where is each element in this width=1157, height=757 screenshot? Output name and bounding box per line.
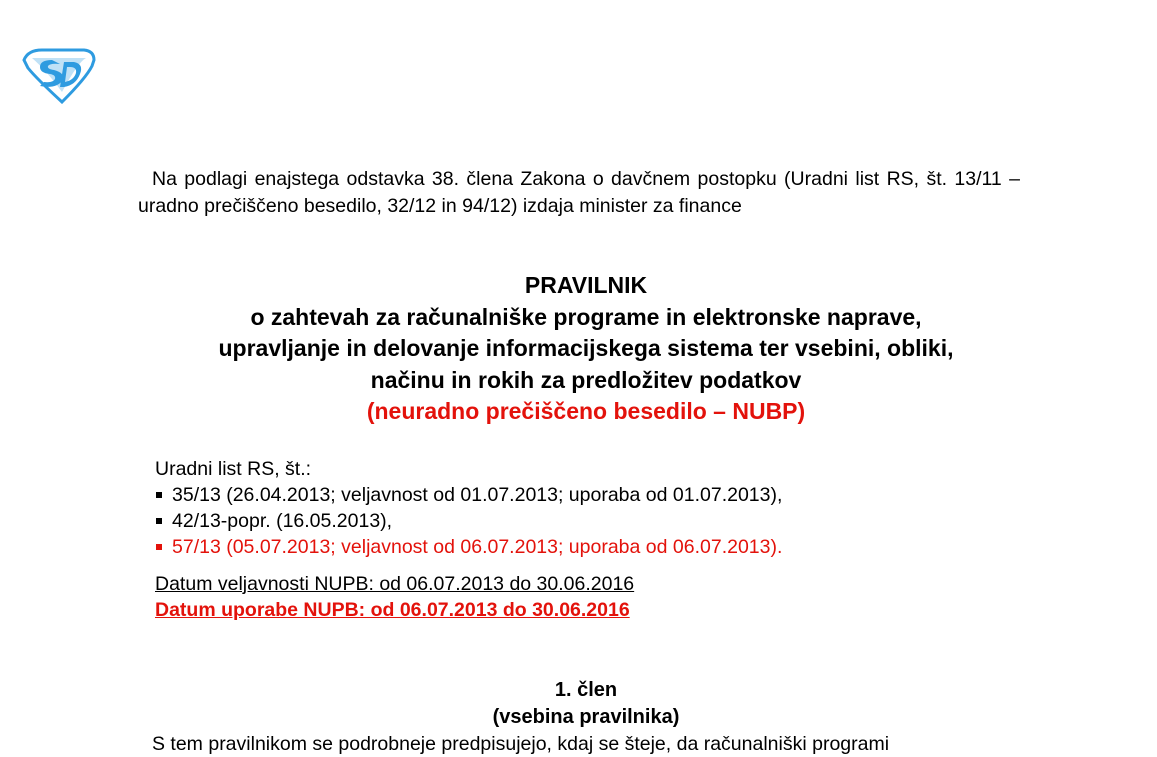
article-number: 1. člen — [554, 679, 618, 701]
intro-paragraph: Na podlagi enajstega odstavka 38. člena Zakona o davčnem postopku (Uradni list RS, št. 13/11 – uradno prečiščeno besedilo, 32/12 in 94/12) izdaja minister za finance — [138, 168, 1020, 217]
logo — [22, 48, 96, 104]
regulation-title-block — [100, 270, 1072, 428]
bullet-icon — [156, 544, 162, 550]
unofficial-version-subtitle: (neuradno prečiščeno besedilo – NUBP) — [366, 398, 806, 424]
gazette-references — [155, 456, 782, 560]
gazette-list-item — [155, 482, 782, 508]
article-title: (vsebina pravilnika) — [492, 706, 680, 728]
validity-dates — [155, 571, 634, 623]
logo-emblem-icon — [22, 48, 96, 104]
gazette-list — [155, 482, 782, 560]
title-line: načinu in rokih za predložitev podatkov — [370, 366, 802, 393]
bullet-icon — [156, 518, 162, 524]
gazette-item-text: 57/13 (05.07.2013; veljavnost od 06.07.2013; uporaba od 06.07.2013). — [172, 536, 783, 558]
gazette-item-text: 42/13-popr. (16.05.2013), — [172, 510, 393, 532]
bullet-icon — [156, 492, 162, 498]
title-line: o zahtevah za računalniške programe in elektronske naprave, — [250, 303, 922, 330]
article-heading — [100, 677, 1072, 731]
gazette-list-item — [155, 508, 782, 534]
gazette-heading: Uradni list RS, št.: — [155, 458, 312, 480]
title-line: upravljanje in delovanje informacijskega sistema ter vsebini, obliki, — [218, 335, 954, 361]
gazette-list-item — [155, 534, 782, 560]
article-first-line: S tem pravilnikom se podrobneje predpisujejo, kdaj se šteje, da računalniški programi — [152, 733, 890, 755]
usage-date: Datum uporabe NUPB: od 06.07.2013 do 30.06.2016 — [155, 599, 630, 621]
validity-date: Datum veljavnosti NUPB: od 06.07.2013 do 30.06.2016 — [155, 573, 635, 595]
document-heading: PRAVILNIK — [524, 272, 648, 298]
gazette-item-text: 35/13 (26.04.2013; veljavnost od 01.07.2013; uporaba od 01.07.2013), — [172, 484, 783, 506]
